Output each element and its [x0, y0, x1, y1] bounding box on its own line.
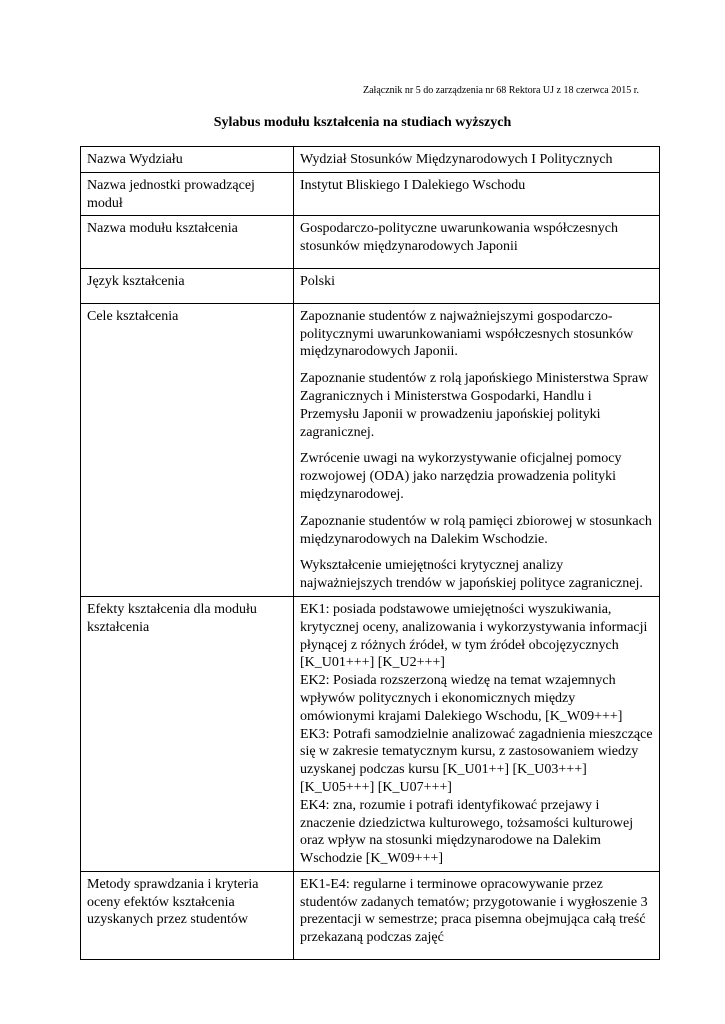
- faculty-value: Wydział Stosunków Międzynarodowych I Politycznych: [294, 147, 660, 173]
- table-row-outcomes: [81, 596, 660, 871]
- syllabus-table: [80, 146, 660, 960]
- assessment-label: Metody sprawdzania i kryteria oceny efektów kształcenia uzyskanych przez studentów: [81, 871, 294, 959]
- document-title: Sylabus modułu kształcenia na studiach wyższych: [213, 115, 512, 130]
- table-row-goals: [81, 303, 660, 596]
- faculty-label: Nazwa Wydziału: [81, 147, 294, 173]
- table-row-faculty: [81, 147, 660, 173]
- outcome-item: EK3: Potrafi samodzielnie analizować zagadnienia mieszczące się w zakresie tematycznym kursu, z zastosowaniem wiedzy uzyskanej podczas kursu [K_U01++] [K_U03+++] [K_U05+++] [K_U07+++]: [300, 726, 653, 795]
- goals-label: Cele kształcenia: [81, 303, 294, 596]
- outcome-item: EK2: Posiada rozszerzoną wiedzę na temat wzajemnych wpływów politycznych i ekonomicznych między omówionymi krajami Dalekiego Wschodu, [K_W09+++]: [300, 673, 623, 724]
- goals-value: [294, 303, 660, 596]
- module-label: Nazwa modułu kształcenia: [81, 216, 294, 269]
- table-row-language: [81, 268, 660, 303]
- unit-label: Nazwa jednostki prowadzącej moduł: [81, 172, 294, 216]
- table-row-module: [81, 216, 660, 269]
- module-value: Gospodarczo-polityczne uwarunkowania współczesnych stosunków międzynarodowych Japonii: [294, 216, 660, 269]
- assessment-value: EK1-E4: regularne i terminowe opracowywanie przez studentów zadanych tematów; przygotowanie i wygłoszenie 3 prezentacji w semestrze; praca pisemna obejmująca całą treść przekazaną podczas zajęć: [294, 871, 660, 959]
- goal-paragraph: Zapoznanie studentów z rolą japońskiego Ministerstwa Spraw Zagranicznych i Ministerstwa Gospodarki, Handlu i Przemysłu Japonii w prowadzeniu japońskiej polityki zagranicznej.: [300, 371, 649, 440]
- outcomes-label: Efekty kształcenia dla modułu kształcenia: [81, 596, 294, 871]
- language-label: Język kształcenia: [81, 268, 294, 303]
- outcomes-value: [294, 596, 660, 871]
- goal-paragraph: Zapoznanie studentów z najważniejszymi gospodarczo-politycznymi uwarunkowaniami współczesnych stosunków międzynarodowych Japonii.: [300, 308, 634, 360]
- table-row-unit: [81, 172, 660, 216]
- outcome-item: EK1: posiada podstawowe umiejętności wyszukiwania, krytycznej oceny, analizowania i wykorzystywania informacji płynącej z różnych źródeł, w tym źródeł obcojęzycznych [K_U01+++] [K_U2+++]: [300, 601, 648, 671]
- goal-paragraph: Zwrócenie uwagi na wykorzystywanie oficjalnej pomocy rozwojowej (ODA) jako narzędzia prowadzenia polityki międzynarodowej.: [300, 451, 622, 502]
- table-row-assessment: [81, 871, 660, 959]
- unit-value: Instytut Bliskiego I Dalekiego Wschodu: [294, 172, 660, 216]
- goal-paragraph: Wykształcenie umiejętności krytycznej analizy najważniejszych trendów w japońskiej polityce zagranicznej.: [300, 558, 643, 592]
- language-value: Polski: [294, 268, 660, 303]
- goal-paragraph: Zapoznanie studentów w rolą pamięci zbiorowej w stosunkach międzynarodowych na Dalekim Wschodzie.: [300, 513, 652, 547]
- annex-note: Załącznik nr 5 do zarządzenia nr 68 Rektora UJ z 18 czerwca 2015 r.: [363, 85, 639, 96]
- outcome-item: EK4: zna, rozumie i potrafi identyfikować przejawy i znaczenie dziedzictwa kulturowego, tożsamości kulturowej oraz wpływ na stosunki międzynarodowe na Dalekim Wschodzie [K_W09+++]: [300, 797, 634, 867]
